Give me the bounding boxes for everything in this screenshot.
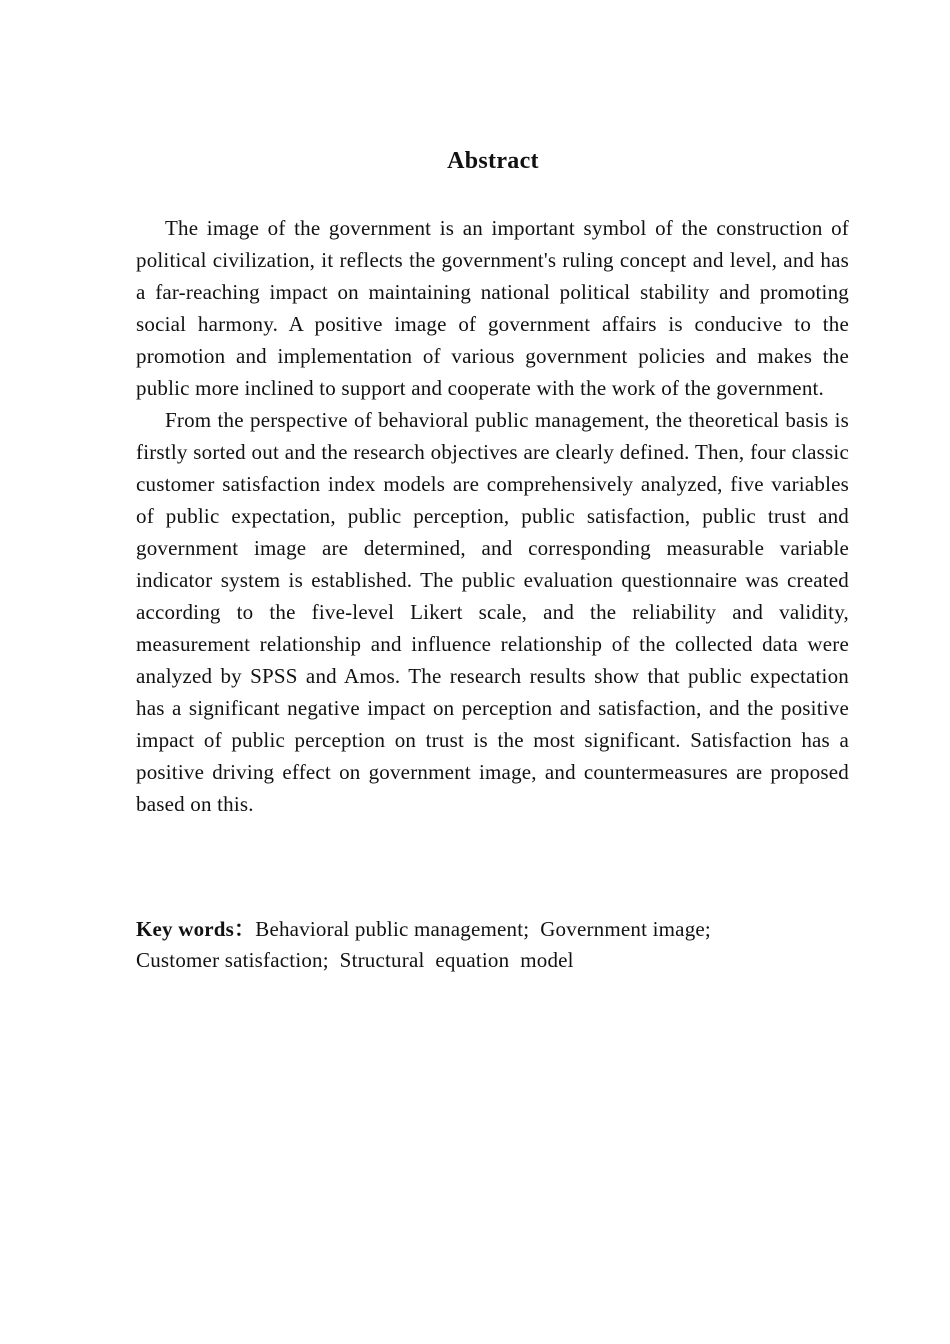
abstract-body <box>136 212 849 820</box>
keywords-line-1 <box>136 914 849 945</box>
keywords-label: Key words： <box>136 917 256 941</box>
abstract-paragraph-1: The image of the government is an important symbol of the construction of political civilization, it reflects the government's ruling concept and level, and has a far-reaching impact on maintaining national political stability and promoting social harmony. A positive image of government affairs is conducive to the promotion and implementation of various government policies and makes the public more inclined to support and cooperate with the work of the government. <box>136 216 849 400</box>
abstract-title: Abstract <box>447 148 539 174</box>
keywords-section <box>136 914 849 976</box>
abstract-paragraph-2: From the perspective of behavioral public management, the theoretical basis is firstly sorted out and the research objectives are clearly defined. Then, four classic customer satisfaction index models are comprehensively analyzed, five variables of public expectation, public perception, public satisfaction, public trust and government image are determined, and corresponding measurable variable indicator system is established. The public evaluation questionnaire was created according to the five-level Likert scale, and the reliability and validity, measurement relationship and influence relationship of the collected data were analyzed by SPSS and Amos. The research results show that public expectation has a significant negative impact on perception and satisfaction, and the positive impact of public perception on trust is the most significant. Satisfaction has a positive driving effect on government image, and countermeasures are proposed based on this. <box>136 408 849 816</box>
keywords-line-2: Customer satisfaction; Structural equation model <box>136 948 574 972</box>
keywords-text-1: Behavioral public management; Government image; <box>255 917 711 941</box>
